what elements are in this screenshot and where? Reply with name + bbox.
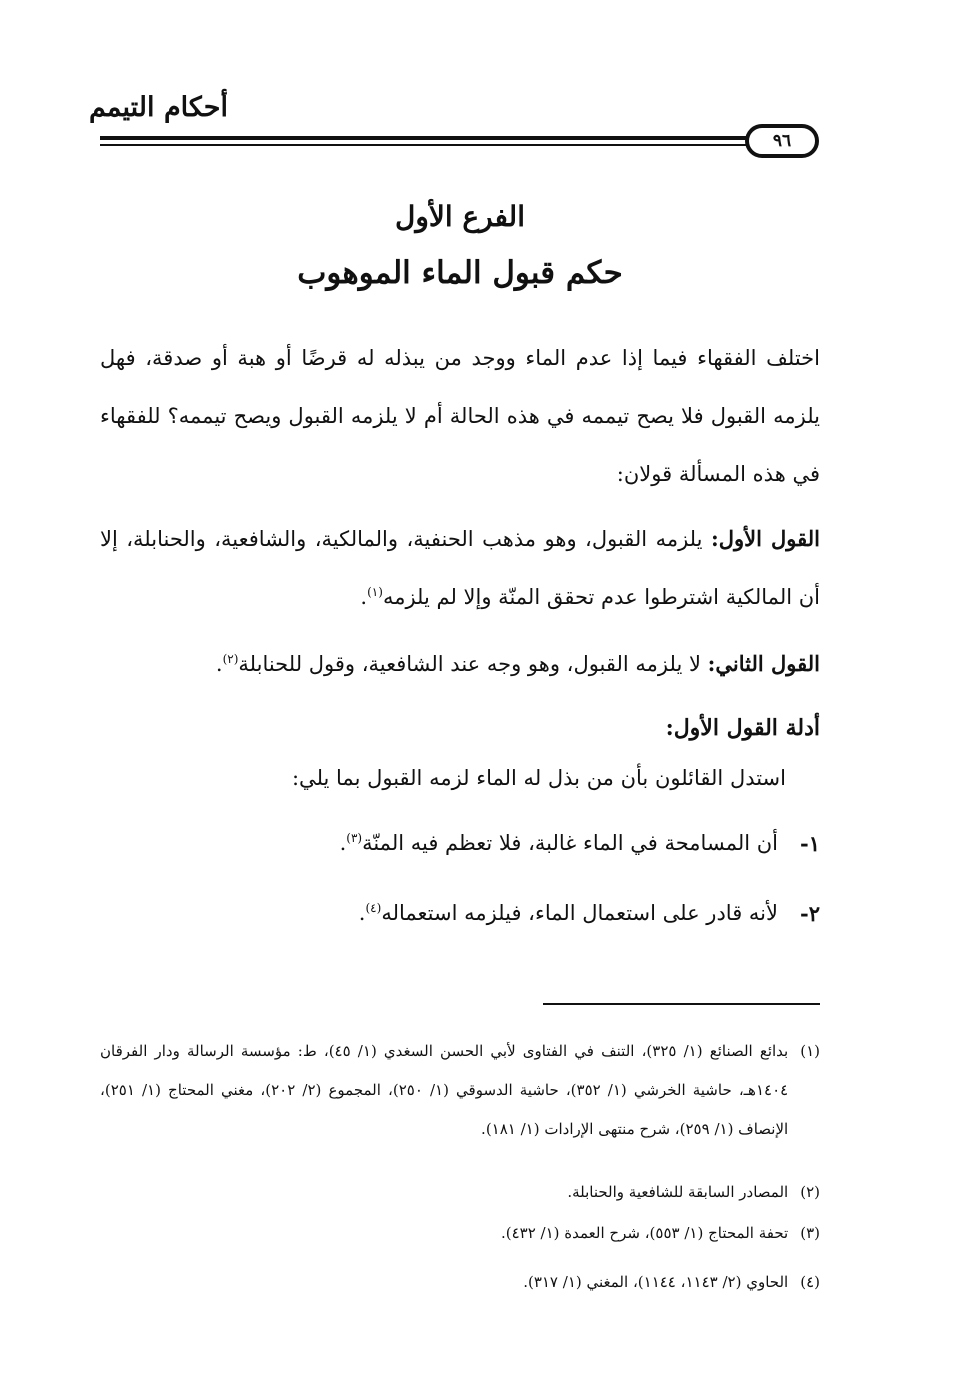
evidence-number: ٢- <box>800 901 820 926</box>
footnote <box>100 1173 820 1212</box>
second-opinion-paragraph: القول الثاني: لا يلزمه القبول، وهو وجه عند الشافعية، وقول للحنابلة$^{(٢)}$. <box>215 651 820 676</box>
first-opinion-paragraph: القول الأول: يلزمه القبول، وهو مذهب الحنفية، والمالكية، والشافعية، والحنابلة، إلا أن المالكية اشترطوا عدم تحقق المنّة وإلا لم يلزمه$^{(١)}$. <box>100 526 820 609</box>
footnote-ref-4: (٤) <box>365 901 382 915</box>
section-label: الفرع الأول <box>395 200 525 233</box>
footnote-number: (٤) <box>800 1273 820 1291</box>
footnote <box>100 1263 820 1302</box>
footnote-number: (٣) <box>800 1224 820 1242</box>
footnote <box>100 1214 820 1253</box>
footnote-ref-2: (٢) <box>222 652 239 666</box>
first-opinion-text: يلزمه القبول، وهو مذهب الحنفية، والمالكية، والشافعية، والحنابلة، إلا أن المالكية اشترطوا عدم تحقق المنّة وإلا لم يلزمه <box>100 527 820 609</box>
page-number-badge <box>745 124 819 158</box>
evidence-text: لأنه قادر على استعمال الماء، فيلزمه استعماله <box>381 901 778 925</box>
footnote <box>100 1032 820 1149</box>
first-opinion-label: القول الأول: <box>710 526 820 551</box>
footnote-text: بدائع الصنائع (١/ ٣٢٥)، التنف في الفتاوى لأبي الحسن السغدي (١/ ٤٥)، ط: مؤسسة الرسالة ودار الفرقان ١٤٠٤هـ، حاشية الخرشي (١/ ٣٥٢)، حاشية الدسوقي (١/ ٢٥٠)، المجموع (٢/ ٢٠٢)، مغني المحتاج (١/ ٢٥١)، الإنصاف (١/ ٢٥٩)، شرح منتهى الإرادات (١/ ١٨١). <box>100 1042 789 1138</box>
evidence-text: أن المسامحة في الماء غالبة، فلا تعظم فيه المنّة <box>362 831 778 855</box>
footnote-text: الحاوي (٢/ ١١٤٣، ١١٤٤)، المغني (١/ ٣١٧). <box>523 1273 789 1291</box>
running-title: أحكام التيمم <box>88 92 228 123</box>
evidence-intro: استدل القائلون بأن من بذل له الماء لزمه القبول بما يلي: <box>291 766 786 790</box>
footnote-separator <box>543 1003 820 1005</box>
footnote-ref-1: (١) <box>367 584 383 599</box>
evidence-item: ١- أن المسامحة في الماء غالبة، فلا تعظم فيه المنّة$^{(٣)}$. <box>340 825 820 863</box>
second-opinion-text: لا يلزمه القبول، وهو وجه عند الشافعية، وقول للحنابلة <box>238 652 701 676</box>
header-rule-thick <box>100 136 813 140</box>
second-opinion-label: القول الثاني: <box>707 651 820 676</box>
page-number: ٩٦ <box>772 131 792 151</box>
footnote-number: (١) <box>800 1042 820 1060</box>
evidence-number: ١- <box>800 831 820 856</box>
footnote-text: المصادر السابقة للشافعية والحنابلة. <box>567 1183 789 1201</box>
evidence-item: ٢- لأنه قادر على استعمال الماء، فيلزمه استعماله$^{(٤)}$. <box>359 895 820 933</box>
evidence-heading: أدلة القول الأول: <box>665 715 820 741</box>
footnote-text: تحفة المحتاج (١/ ٥٥٣)، شرح العمدة (١/ ٤٣٢). <box>500 1224 789 1242</box>
section-title: حكم قبول الماء الموهوب <box>297 255 623 291</box>
footnote-number: (٢) <box>800 1183 820 1201</box>
header-rule-thin <box>100 144 813 146</box>
intro-paragraph: اختلف الفقهاء فيما إذا عدم الماء ووجد من يبذله له قرضًا أو هبة أو صدقة، فهل يلزمه القبول فلا يصح تيممه في هذه الحالة أم لا يلزمه القبول ويصح تيممه؟ للفقهاء في هذه المسألة قولان: <box>100 346 820 486</box>
footnote-ref-3: (٣) <box>346 831 363 845</box>
